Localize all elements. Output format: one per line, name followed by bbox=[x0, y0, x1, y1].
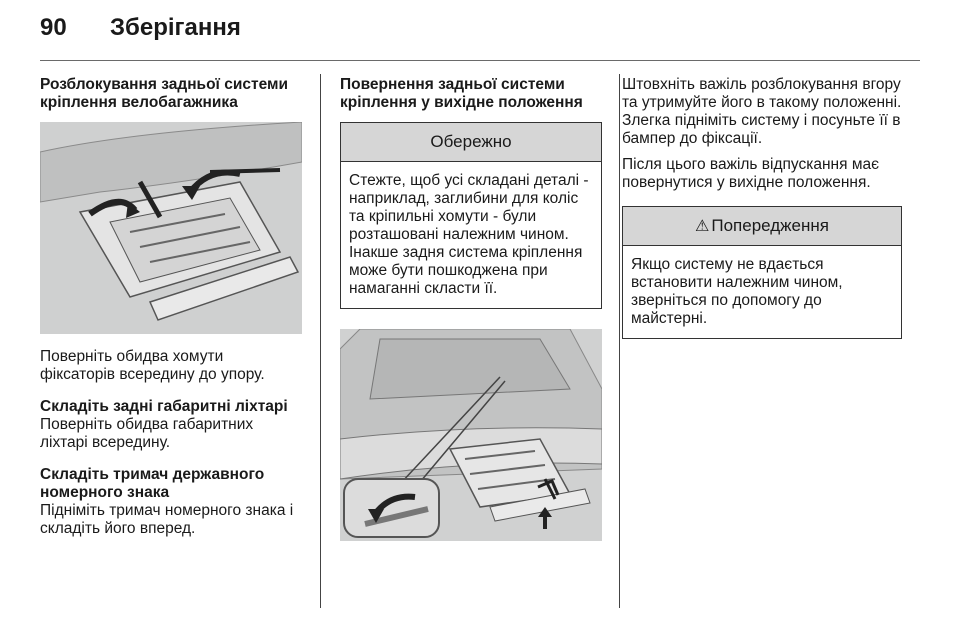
section-heading-return: Повернення задньої системи кріплення у вихідне положення bbox=[340, 76, 583, 111]
paragraph-turn-clamps: Поверніть обидва хомути фіксаторів всередину до упору. bbox=[40, 348, 265, 383]
bike-carrier-unlock-illustration bbox=[40, 122, 302, 334]
paragraph-lights: Поверніть обидва габаритних ліхтарі всередину. bbox=[40, 416, 254, 451]
column-1 bbox=[40, 76, 302, 538]
warning-title: Попередження bbox=[711, 216, 829, 235]
bike-carrier-return-illustration bbox=[340, 329, 602, 541]
warning-text: Якщо систему не вдається встановити належним чином, зверніться по допомогу до майстерні. bbox=[631, 256, 843, 327]
paragraph-push-lever: Штовхніть важіль розблокування вгору та утримуйте його в такому положенні. Злегка підніміть систему і посуньте її в бампер до фіксації. bbox=[622, 76, 902, 147]
page-number: 90 bbox=[40, 14, 67, 41]
section-heading-plate: Складіть тримач державного номерного знака bbox=[40, 466, 265, 501]
page-title: Зберігання bbox=[110, 14, 241, 41]
column-divider bbox=[619, 74, 620, 608]
paragraph-lever-return: Після цього важіль відпускання має повернутися у вихідне положення. bbox=[622, 156, 879, 191]
warning-triangle-icon: ⚠ bbox=[695, 218, 710, 235]
caution-text: Стежте, щоб усі складані деталі - наприклад, заглибини для коліс та кріпильні хомути - були розташовані належним чином. Інакше задня система кріплення може бути пошкоджена при намаганні скласти її. bbox=[349, 172, 589, 297]
section-heading-unlock: Розблокування задньої системи кріплення велобагажника bbox=[40, 76, 288, 111]
column-2 bbox=[340, 76, 602, 541]
column-divider bbox=[320, 74, 321, 608]
warning-header bbox=[623, 207, 901, 246]
warning-box bbox=[622, 206, 902, 339]
page-header bbox=[40, 14, 920, 50]
header-rule bbox=[40, 60, 920, 61]
section-heading-lights: Складіть задні габаритні ліхтарі bbox=[40, 398, 288, 415]
column-3 bbox=[622, 76, 902, 339]
caution-title: Обережно bbox=[341, 123, 601, 162]
paragraph-plate: Підніміть тримач номерного знака і складіть його вперед. bbox=[40, 502, 294, 537]
caution-box bbox=[340, 122, 602, 309]
